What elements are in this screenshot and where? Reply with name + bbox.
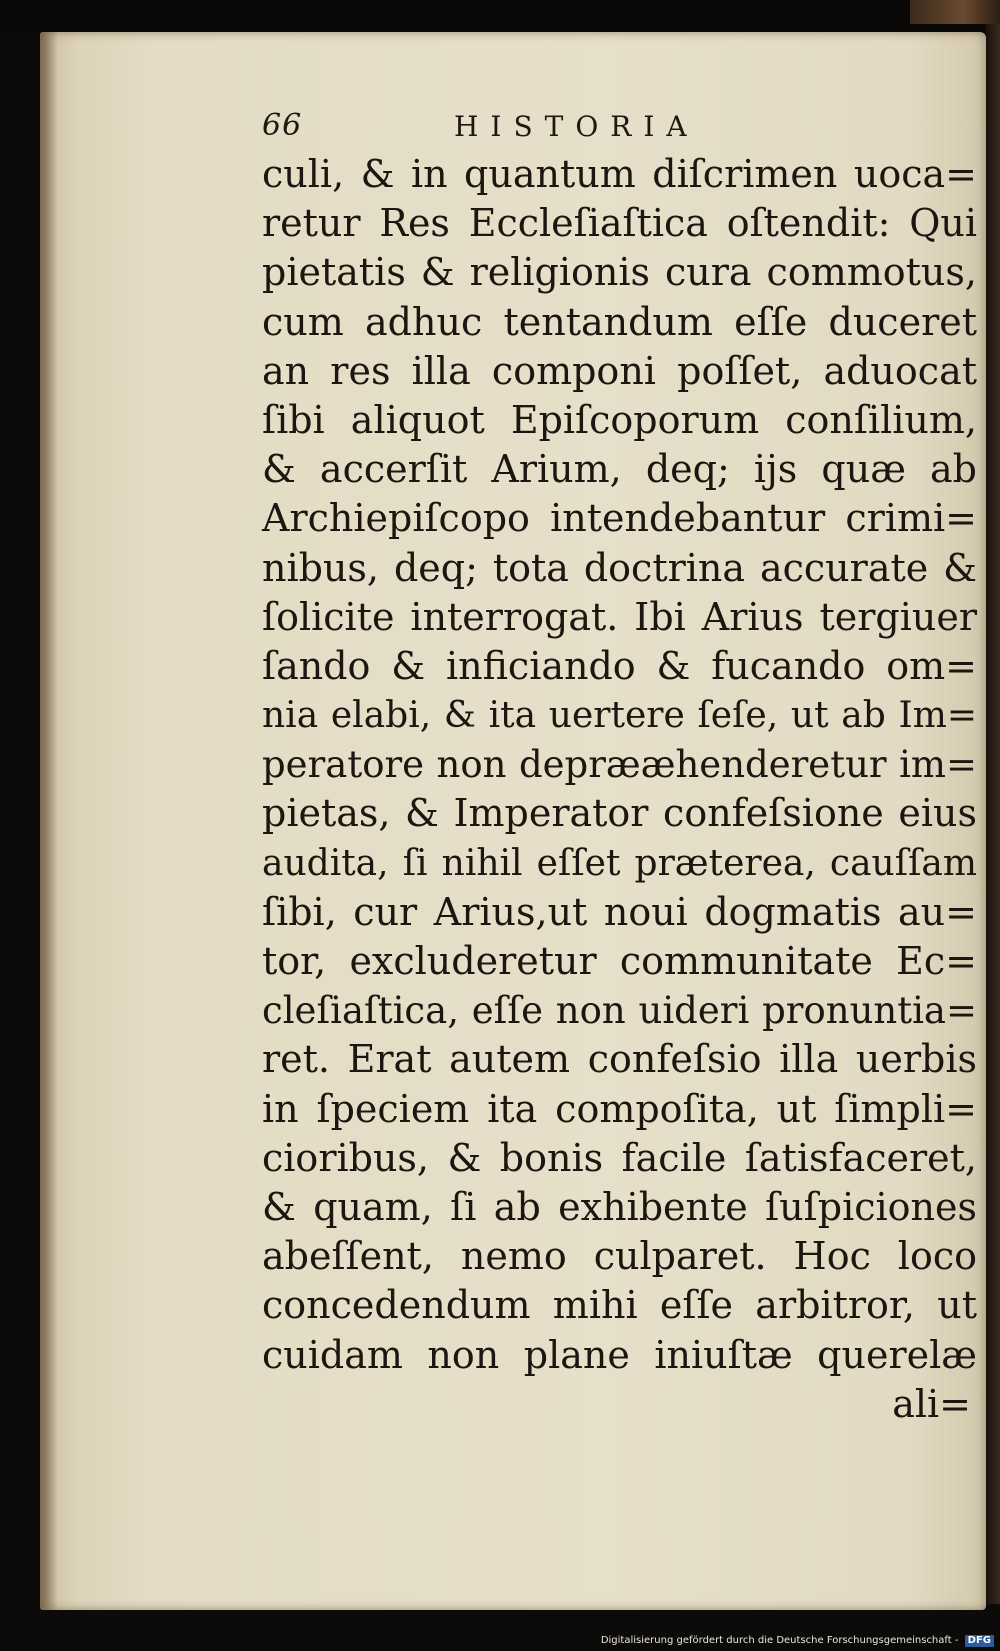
text-line: ret. Erat autem confeſsio illa uerbis (262, 1037, 977, 1082)
credit-text: Digitalisierung gefördert durch die Deutsche Forschungsgemeinschaft - (600, 1635, 959, 1646)
text-line: cuidam non plane iniuſtæ querelæ (262, 1332, 977, 1377)
page-gutter (40, 32, 58, 1610)
text-line: peratore non deprææhenderetur im= (262, 743, 977, 787)
text-line: ſolicite interrogat. Ibi Arius tergiuer (262, 594, 977, 639)
running-title: HISTORIA (454, 110, 699, 143)
text-line: ſibi, cur Arius,ut noui dogmatis au= (262, 889, 977, 934)
text-line: abeſſent, nemo culparet. Hoc loco (262, 1234, 977, 1279)
book-cover-corner (910, 0, 1000, 24)
text-line: cum adhuc tentandum eſſe duceret (262, 299, 977, 344)
text-line: cioribus, & bonis facile ſatisfaceret, (262, 1135, 977, 1180)
text-line: an res illa componi poſſet, aduocat (262, 348, 977, 393)
text-line: & accerſit Arium, deq; ijs quæ ab (262, 447, 977, 492)
page-header (262, 108, 782, 148)
text-line: & quam, ſi ab exhibente ſuſpiciones (262, 1184, 977, 1229)
page-number: 66 (262, 108, 303, 143)
scan-background-top (0, 0, 1000, 34)
text-line: cleſiaſtica, eſſe non uideri pronuntia= (262, 989, 977, 1033)
text-line: ſando & inficiando & fucando om= (262, 643, 977, 688)
text-line: nia elabi, & ita uertere ſeſe, ut ab Im= (262, 695, 977, 737)
text-line: pietas, & Imperator confeſsione eius (262, 791, 977, 836)
body-text (262, 150, 977, 1429)
text-line: culi, & in quantum diſcrimen uoca= (262, 152, 977, 196)
dfg-logo: DFG (965, 1635, 994, 1647)
catchword: ali= (892, 1381, 971, 1426)
book-cover-edge (986, 24, 1000, 1604)
text-line: Archiepiſcopo intendebantur crimi= (262, 496, 977, 541)
text-line: nibus, deq; tota doctrina accurate & (262, 545, 977, 590)
digitization-credit (601, 1635, 994, 1647)
text-line: ſibi aliquot Epiſcoporum conſilium, (262, 397, 977, 442)
text-line: pietatis & religionis cura commotus, (262, 250, 977, 295)
text-line: concedendum mihi eſſe arbitror, ut (262, 1283, 977, 1328)
text-line: tor, excluderetur communitate Ec= (262, 939, 977, 983)
text-line: in ſpeciem ita compoſita, ut ſimpli= (262, 1086, 977, 1131)
text-line: retur Res Eccleſiaſtica oſtendit: Qui (262, 201, 977, 246)
text-line: audita, ſi nihil eſſet præterea, cauſſam (262, 842, 977, 884)
